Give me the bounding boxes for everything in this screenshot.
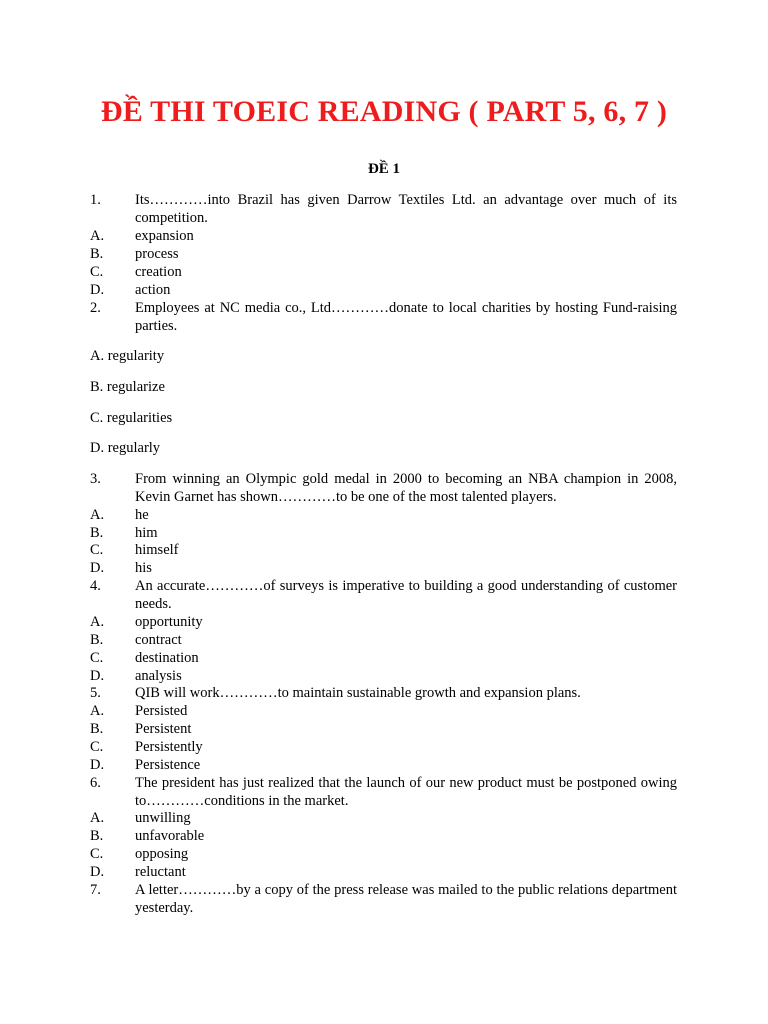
option-letter: B.: [90, 721, 104, 737]
option-6b: [90, 827, 677, 845]
question-number: 2.: [90, 300, 101, 316]
exam-subtitle: ĐỀ 1: [367, 161, 401, 177]
option-4c: [90, 649, 677, 667]
option-letter: C.: [90, 542, 104, 558]
option-letter: B.: [90, 525, 104, 541]
option-text: unfavorable: [135, 828, 205, 844]
option-text: his: [135, 560, 152, 576]
option-text: opportunity: [135, 614, 203, 630]
question-1: [90, 191, 677, 227]
option-text: action: [135, 282, 171, 298]
question-number: 4.: [90, 578, 101, 594]
option-5b: [90, 720, 677, 738]
option-letter: A.: [90, 703, 105, 719]
option-1d: [90, 281, 677, 299]
question-text: The president has just realized that the launch of our new product must be postponed owing to…………conditions in the market.: [135, 775, 677, 809]
question-4: [90, 577, 677, 613]
option-text: him: [135, 525, 158, 541]
question-text: A letter…………by a copy of the press release was mailed to the public relations department yesterday.: [135, 882, 677, 916]
option-letter: C.: [90, 264, 104, 280]
option-4a: [90, 613, 677, 631]
question-number: 7.: [90, 882, 101, 898]
option-letter: C.: [90, 650, 104, 666]
option-letter: C.: [90, 846, 104, 862]
option-5c: [90, 738, 677, 756]
question-text: From winning an Olympic gold medal in 2000 to becoming an NBA champion in 2008, Kevin Garnet has shown…………to be one of the most talented players.: [135, 471, 677, 505]
option-text: reluctant: [135, 864, 186, 880]
option-letter: D.: [90, 282, 105, 298]
option-text: contract: [135, 632, 182, 648]
option-3a: [90, 506, 677, 524]
option-text: process: [135, 246, 179, 262]
question-number: 3.: [90, 471, 101, 487]
option-text: analysis: [135, 668, 182, 684]
option-text: Persistence: [135, 757, 201, 773]
option-1a: [90, 227, 677, 245]
option-letter: D.: [90, 864, 105, 880]
option-text: Persisted: [135, 703, 188, 719]
option-letter: A.: [90, 810, 105, 826]
option-1b: [90, 245, 677, 263]
option-letter: D.: [90, 560, 105, 576]
question-text: Employees at NC media co., Ltd…………donate to local charities by hosting Fund-raising parties.: [135, 300, 677, 334]
option-3d: [90, 559, 677, 577]
option-5a: [90, 702, 677, 720]
option-letter: B.: [90, 246, 104, 262]
option-3c: [90, 541, 677, 559]
question-number: 5.: [90, 685, 101, 701]
option-text: he: [135, 507, 149, 523]
question-number: 1.: [90, 192, 101, 208]
question-text: QIB will work…………to maintain sustainable growth and expansion plans.: [135, 685, 581, 701]
option-1c: [90, 263, 677, 281]
option-2c: C. regularities: [90, 410, 173, 426]
option-text: Persistent: [135, 721, 192, 737]
question-6: [90, 774, 677, 810]
option-6c: [90, 845, 677, 863]
option-letter: A.: [90, 507, 105, 523]
question-5: [90, 684, 677, 702]
option-letter: A.: [90, 228, 105, 244]
option-text: creation: [135, 264, 182, 280]
option-2d: D. regularly: [90, 440, 161, 456]
option-letter: D.: [90, 757, 105, 773]
option-letter: A.: [90, 614, 105, 630]
document-title: ĐỀ THI TOEIC READING ( PART 5, 6, 7 ): [100, 95, 668, 128]
option-4b: [90, 631, 677, 649]
option-letter: C.: [90, 739, 104, 755]
option-text: expansion: [135, 228, 194, 244]
option-6d: [90, 863, 677, 881]
option-letter: D.: [90, 668, 105, 684]
option-letter: B.: [90, 632, 104, 648]
question-3: [90, 470, 677, 506]
option-4d: [90, 667, 677, 685]
option-text: Persistently: [135, 739, 203, 755]
question-text: An accurate…………of surveys is imperative to building a good understanding of customer needs.: [135, 578, 677, 612]
option-2a: A. regularity: [90, 348, 165, 364]
option-text: himself: [135, 542, 179, 558]
question-text: Its…………into Brazil has given Darrow Textiles Ltd. an advantage over much of its competition.: [135, 192, 677, 226]
option-5d: [90, 756, 677, 774]
question-2: [90, 299, 677, 335]
option-3b: [90, 524, 677, 542]
option-text: opposing: [135, 846, 189, 862]
option-text: destination: [135, 650, 199, 666]
option-text: unwilling: [135, 810, 191, 826]
option-6a: [90, 809, 677, 827]
question-7: [90, 881, 677, 917]
option-letter: B.: [90, 828, 104, 844]
option-2b: B. regularize: [90, 379, 165, 395]
question-number: 6.: [90, 775, 101, 791]
